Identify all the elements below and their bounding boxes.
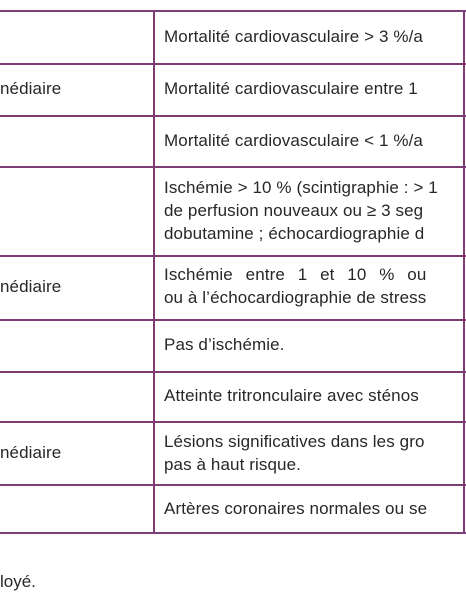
outcome-cell-line: Atteinte tritronculaire avec sténos xyxy=(164,386,419,405)
row-divider xyxy=(0,371,466,373)
outcome-cell-line: ou à l’échocardiographie de stress xyxy=(164,288,427,307)
table-bottom-border xyxy=(0,532,466,534)
outcome-cell-line: Ischémie entre 1 et 10 % ou xyxy=(164,265,427,284)
outcome-cell-line: Ischémie > 10 % (scintigraphie : > 1 xyxy=(164,178,438,197)
row-divider xyxy=(0,10,466,12)
table-footnote: loyé. xyxy=(0,572,36,591)
outcome-cell-line: Artères coronaires normales ou se xyxy=(164,499,428,518)
risk-category-cell: nédiaire xyxy=(0,443,62,462)
outcome-cell-line: Mortalité cardiovasculaire entre 1 xyxy=(164,79,418,98)
column-divider xyxy=(153,10,155,534)
outcome-cell-line: de perfusion nouveaux ou ≥ 3 seg xyxy=(164,201,424,220)
outcome-cell-line: Pas d’ischémie. xyxy=(164,335,285,354)
row-divider xyxy=(0,166,466,168)
outcome-cell-line: pas à haut risque. xyxy=(164,455,301,474)
outcome-cell-line: dobutamine ; échocardiographie d xyxy=(164,224,425,243)
row-divider xyxy=(0,484,466,486)
row-divider xyxy=(0,319,466,321)
outcome-cell-line: Mortalité cardiovasculaire < 1 %/a xyxy=(164,131,423,150)
row-divider xyxy=(0,255,466,257)
risk-category-cell: nédiaire xyxy=(0,79,62,98)
table-right-border xyxy=(463,10,465,534)
row-divider xyxy=(0,115,466,117)
row-divider xyxy=(0,421,466,423)
risk-category-cell: nédiaire xyxy=(0,277,62,296)
row-divider xyxy=(0,63,466,65)
outcome-cell-line: Mortalité cardiovasculaire > 3 %/a xyxy=(164,27,423,46)
outcome-cell-line: Lésions significatives dans les gro xyxy=(164,432,425,451)
